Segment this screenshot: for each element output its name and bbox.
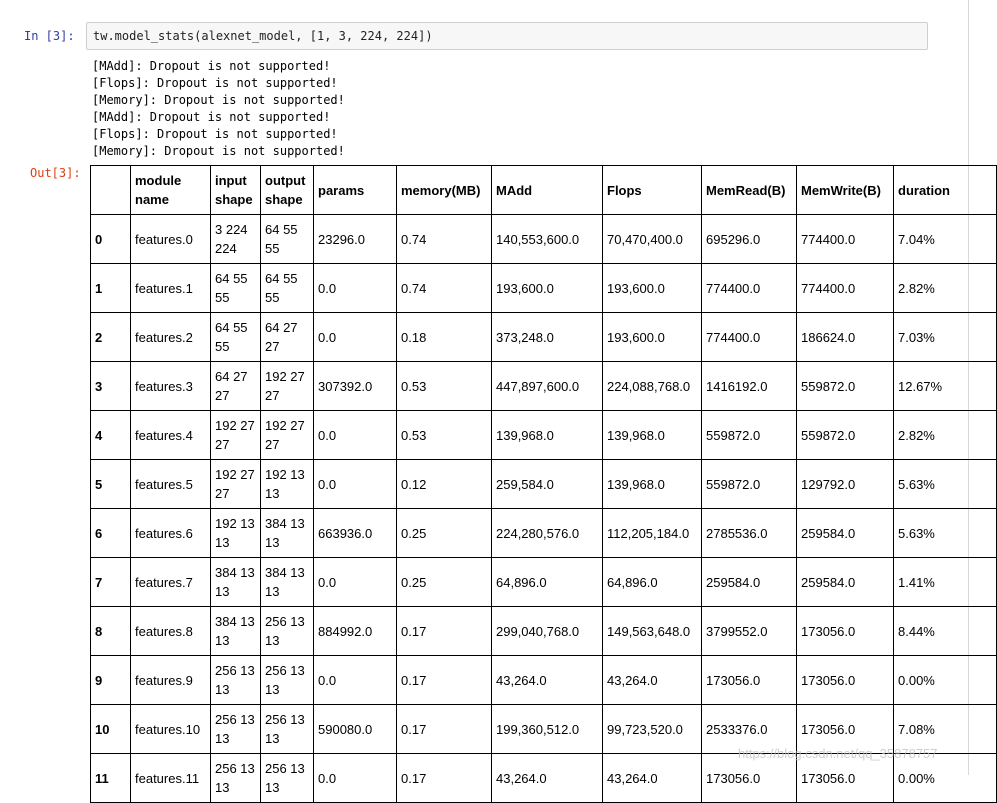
table-row: [91, 313, 997, 362]
table-cell: 0.17: [397, 607, 492, 656]
table-cell: 193,600.0: [603, 264, 702, 313]
column-header: input shape: [211, 166, 261, 215]
table-cell: 256 13 13: [261, 754, 314, 803]
table-cell: 0.74: [397, 215, 492, 264]
stderr-line: [Memory]: Dropout is not supported!: [92, 93, 345, 107]
table-cell: 0.0: [314, 656, 397, 705]
table-cell: 186624.0: [797, 313, 894, 362]
column-header: MemRead(B): [702, 166, 797, 215]
table-cell: 192 27 27: [211, 411, 261, 460]
table-cell: 70,470,400.0: [603, 215, 702, 264]
row-index: 8: [91, 607, 131, 656]
table-cell: 774400.0: [797, 264, 894, 313]
table-cell: 299,040,768.0: [492, 607, 603, 656]
table-cell: 8.44%: [894, 607, 997, 656]
table-cell: 0.00%: [894, 656, 997, 705]
table-cell: 1.41%: [894, 558, 997, 607]
table-cell: 3 224 224: [211, 215, 261, 264]
table-cell: 559872.0: [797, 411, 894, 460]
table-cell: 0.25: [397, 558, 492, 607]
row-index: 1: [91, 264, 131, 313]
table-cell: 256 13 13: [211, 754, 261, 803]
table-cell: features.4: [131, 411, 211, 460]
table-cell: 1416192.0: [702, 362, 797, 411]
code-cell-editor[interactable]: [86, 22, 928, 50]
table-row: [91, 460, 997, 509]
table-cell: 384 13 13: [261, 558, 314, 607]
row-index: 11: [91, 754, 131, 803]
table-cell: 173056.0: [797, 607, 894, 656]
table-row: [91, 411, 997, 460]
table-cell: features.11: [131, 754, 211, 803]
table-cell: 884992.0: [314, 607, 397, 656]
table-cell: 259,584.0: [492, 460, 603, 509]
table-cell: 559872.0: [797, 362, 894, 411]
table-cell: 64 55 55: [261, 215, 314, 264]
table-cell: 0.18: [397, 313, 492, 362]
table-cell: 64 27 27: [211, 362, 261, 411]
table-cell: 139,968.0: [492, 411, 603, 460]
table-cell: 12.67%: [894, 362, 997, 411]
table-cell: 774400.0: [702, 313, 797, 362]
stderr-line: [Memory]: Dropout is not supported!: [92, 144, 345, 158]
table-cell: 2785536.0: [702, 509, 797, 558]
table-cell: 0.17: [397, 705, 492, 754]
column-header: output shape: [261, 166, 314, 215]
row-index: 7: [91, 558, 131, 607]
column-header: module name: [131, 166, 211, 215]
table-cell: 0.0: [314, 411, 397, 460]
table-cell: 193,600.0: [492, 264, 603, 313]
table-cell: 0.53: [397, 411, 492, 460]
stderr-line: [MAdd]: Dropout is not supported!: [92, 59, 331, 73]
table-cell: 559872.0: [702, 460, 797, 509]
table-cell: 64 55 55: [261, 264, 314, 313]
row-index: 6: [91, 509, 131, 558]
column-header: params: [314, 166, 397, 215]
table-cell: 0.12: [397, 460, 492, 509]
table-cell: 447,897,600.0: [492, 362, 603, 411]
table-cell: 43,264.0: [603, 754, 702, 803]
table-cell: 2.82%: [894, 411, 997, 460]
table-cell: features.9: [131, 656, 211, 705]
table-cell: 0.53: [397, 362, 492, 411]
table-cell: 5.63%: [894, 460, 997, 509]
table-row: [91, 264, 997, 313]
row-index: 4: [91, 411, 131, 460]
table-cell: 173056.0: [702, 656, 797, 705]
column-header: Flops: [603, 166, 702, 215]
column-header: MemWrite(B): [797, 166, 894, 215]
table-cell: 559872.0: [702, 411, 797, 460]
table-cell: 64 27 27: [261, 313, 314, 362]
row-index: 0: [91, 215, 131, 264]
table-cell: 384 13 13: [211, 558, 261, 607]
row-index: 9: [91, 656, 131, 705]
table-cell: 256 13 13: [261, 705, 314, 754]
table-cell: 23296.0: [314, 215, 397, 264]
table-cell: 173056.0: [797, 656, 894, 705]
table-cell: 307392.0: [314, 362, 397, 411]
table-cell: 139,968.0: [603, 411, 702, 460]
table-cell: 0.0: [314, 558, 397, 607]
table-cell: 0.25: [397, 509, 492, 558]
stderr-line: [Flops]: Dropout is not supported!: [92, 127, 338, 141]
table-cell: 139,968.0: [603, 460, 702, 509]
table-cell: 64 55 55: [211, 313, 261, 362]
table-cell: 774400.0: [797, 215, 894, 264]
table-cell: 256 13 13: [261, 607, 314, 656]
table-cell: 5.63%: [894, 509, 997, 558]
column-header: MAdd: [492, 166, 603, 215]
table-cell: 774400.0: [702, 264, 797, 313]
table-header-row: [91, 166, 997, 215]
table-cell: 3799552.0: [702, 607, 797, 656]
table-cell: 590080.0: [314, 705, 397, 754]
table-cell: 259584.0: [797, 558, 894, 607]
table-cell: 2533376.0: [702, 705, 797, 754]
table-cell: 192 13 13: [211, 509, 261, 558]
table-cell: features.3: [131, 362, 211, 411]
table-cell: 140,553,600.0: [492, 215, 603, 264]
table-cell: features.10: [131, 705, 211, 754]
table-cell: 43,264.0: [603, 656, 702, 705]
column-header: memory(MB): [397, 166, 492, 215]
table-cell: 0.74: [397, 264, 492, 313]
table-cell: 7.04%: [894, 215, 997, 264]
table-cell: features.8: [131, 607, 211, 656]
table-cell: 695296.0: [702, 215, 797, 264]
output-prompt: Out[3]:: [30, 166, 81, 180]
table-cell: 99,723,520.0: [603, 705, 702, 754]
table-cell: 256 13 13: [211, 705, 261, 754]
table-cell: 7.03%: [894, 313, 997, 362]
column-header: duration: [894, 166, 997, 215]
table-cell: 259584.0: [702, 558, 797, 607]
row-index: 10: [91, 705, 131, 754]
table-cell: 2.82%: [894, 264, 997, 313]
table-cell: 192 13 13: [261, 460, 314, 509]
table-cell: 224,088,768.0: [603, 362, 702, 411]
table-row: [91, 215, 997, 264]
table-cell: 64,896.0: [492, 558, 603, 607]
table-cell: 0.0: [314, 313, 397, 362]
stderr-line: [Flops]: Dropout is not supported!: [92, 76, 338, 90]
table-cell: features.6: [131, 509, 211, 558]
stderr-output: [92, 58, 345, 160]
table-cell: 0.17: [397, 656, 492, 705]
table-cell: 64 55 55: [211, 264, 261, 313]
table-cell: 0.0: [314, 460, 397, 509]
table-cell: 173056.0: [797, 754, 894, 803]
table-cell: 173056.0: [702, 754, 797, 803]
table-cell: 0.0: [314, 754, 397, 803]
table-cell: features.2: [131, 313, 211, 362]
table-cell: 64,896.0: [603, 558, 702, 607]
table-row: [91, 362, 997, 411]
output-area[interactable]: [90, 165, 950, 795]
table-cell: 193,600.0: [603, 313, 702, 362]
table-cell: 129792.0: [797, 460, 894, 509]
table-cell: 112,205,184.0: [603, 509, 702, 558]
table-cell: 384 13 13: [211, 607, 261, 656]
table-row: [91, 558, 997, 607]
table-cell: 224,280,576.0: [492, 509, 603, 558]
table-cell: 259584.0: [797, 509, 894, 558]
table-cell: 663936.0: [314, 509, 397, 558]
table-cell: 0.17: [397, 754, 492, 803]
table-cell: 173056.0: [797, 705, 894, 754]
table-cell: 256 13 13: [211, 656, 261, 705]
table-cell: 192 27 27: [261, 362, 314, 411]
table-cell: 373,248.0: [492, 313, 603, 362]
table-cell: features.0: [131, 215, 211, 264]
index-header: [91, 166, 131, 215]
table-cell: 0.0: [314, 264, 397, 313]
table-cell: 43,264.0: [492, 656, 603, 705]
row-index: 5: [91, 460, 131, 509]
watermark: https://blog.csdn.net/qq_35878757: [738, 746, 938, 761]
table-cell: 7.08%: [894, 705, 997, 754]
table-cell: 149,563,648.0: [603, 607, 702, 656]
table-row: [91, 509, 997, 558]
stderr-line: [MAdd]: Dropout is not supported!: [92, 110, 331, 124]
table-cell: features.5: [131, 460, 211, 509]
row-index: 2: [91, 313, 131, 362]
table-cell: 43,264.0: [492, 754, 603, 803]
table-cell: 384 13 13: [261, 509, 314, 558]
table-cell: 0.00%: [894, 754, 997, 803]
table-cell: features.1: [131, 264, 211, 313]
table-cell: features.7: [131, 558, 211, 607]
row-index: 3: [91, 362, 131, 411]
table-row: [91, 607, 997, 656]
code-line[interactable]: tw.model_stats(alexnet_model, [1, 3, 224, 224]): [93, 29, 433, 43]
stats-table: [90, 165, 997, 803]
table-row: [91, 656, 997, 705]
table-cell: 192 27 27: [261, 411, 314, 460]
table-cell: 199,360,512.0: [492, 705, 603, 754]
table-cell: 192 27 27: [211, 460, 261, 509]
table-cell: 256 13 13: [261, 656, 314, 705]
input-prompt: In [3]:: [24, 29, 75, 43]
